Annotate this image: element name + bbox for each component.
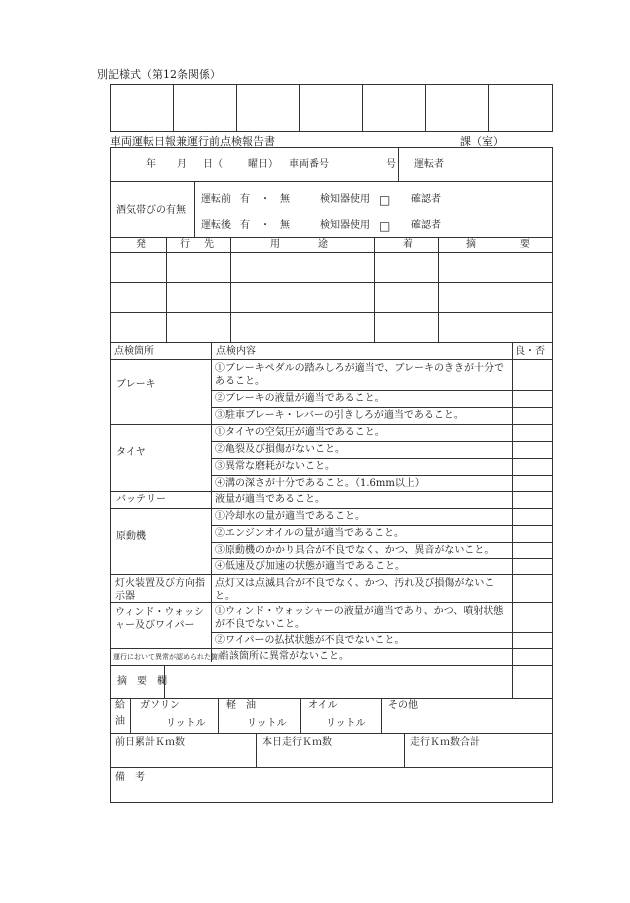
remarks-label: 備 考 <box>115 772 145 783</box>
row-line <box>110 424 553 425</box>
form-label: 別記様式（第12条関係） <box>97 68 221 81</box>
number-suffix: 号 <box>386 159 396 170</box>
trip-header-summary-2: 要 <box>520 239 530 250</box>
tire-label: タイヤ <box>116 447 146 458</box>
distance-divider <box>256 733 257 767</box>
other-fuel-label: その他 <box>388 700 418 711</box>
after-detector-checkbox[interactable]: □ <box>379 219 391 233</box>
trip-divider <box>438 237 439 342</box>
before-detector-label: 検知器使用 <box>320 194 370 205</box>
item-line <box>211 525 553 526</box>
battery-label: バッテリー <box>116 494 166 505</box>
row-line <box>110 733 553 734</box>
trip-header-purpose-2: 途 <box>318 239 328 250</box>
row-line <box>110 359 553 360</box>
trip-header-destination-1: 行 <box>180 239 190 250</box>
result-divider <box>512 342 513 698</box>
day-label: 日（ <box>203 159 223 170</box>
abnormal-label: 運行において異常が認められた箇所 <box>113 653 225 661</box>
washer-item-2: ②ワイパーの払拭状態が不良でないこと。 <box>215 635 405 646</box>
oil-label: オイル <box>308 700 338 711</box>
summary-divider <box>164 665 165 698</box>
year-label: 年 <box>146 159 156 170</box>
row-line <box>110 648 553 649</box>
item-line <box>211 542 553 543</box>
col-inspection-place: 点検箇所 <box>114 346 154 357</box>
after-detector-label: 検知器使用 <box>320 220 370 231</box>
engine-item-4: ④低速及び加速の状態が適当であること。 <box>215 561 405 572</box>
row-line <box>110 342 553 343</box>
item-line <box>211 475 553 476</box>
stamp-divider <box>425 84 426 132</box>
gasoline-unit: リットル <box>166 718 206 729</box>
trip-header-departure: 発 <box>136 239 146 250</box>
col-inspection-content: 点検内容 <box>216 346 256 357</box>
stamp-divider <box>236 84 237 132</box>
trip-header-summary-1: 摘 <box>466 239 476 250</box>
fuel-label-2: 油 <box>115 716 125 727</box>
trip-divider <box>166 237 167 342</box>
fuel-divider <box>218 698 219 733</box>
engine-item-1: ①冷却水の量が適当であること。 <box>215 511 365 522</box>
row-line <box>110 491 553 492</box>
lights-item: 点灯又は点滅具合が不良でなく、かつ、汚れ及び損傷がないこと。 <box>215 578 495 602</box>
lights-label: 灯火装置及び方向指示器 <box>115 578 205 602</box>
trip-header-arrival: 着 <box>403 239 413 250</box>
after-confirmer-label: 確認者 <box>411 220 441 231</box>
today-km-label: 本日走行Ｋｍ数 <box>262 737 332 748</box>
row-divider <box>194 181 195 237</box>
stamp-divider <box>488 84 489 132</box>
diesel-label: 軽 油 <box>226 700 256 711</box>
after-yes-no: 有 ・ 無 <box>240 220 290 231</box>
tire-item-3: ③異常な磨耗がないこと。 <box>215 461 335 472</box>
after-driving-label: 運転後 <box>201 220 231 231</box>
brake-label: ブレーキ <box>116 379 156 390</box>
before-confirmer-label: 確認者 <box>411 194 441 205</box>
before-yes-no: 有 ・ 無 <box>240 194 290 205</box>
row-line <box>110 252 553 253</box>
vehicle-number-label: 車両番号 <box>289 159 329 170</box>
abnormal-item: 当該箇所に異常がないこと。 <box>219 651 349 662</box>
row-line <box>110 665 553 666</box>
tire-item-1: ①タイヤの空気圧が適当であること。 <box>215 427 385 438</box>
driver-label: 運転者 <box>414 159 444 170</box>
brake-item-3: ③駐車ブレーキ・レバーの引きしろが適当であること。 <box>215 410 464 421</box>
row-line <box>110 508 553 509</box>
fuel-divider <box>300 698 301 733</box>
summary-label: 摘 要 欄 <box>117 676 167 687</box>
row-line <box>110 767 553 768</box>
stamp-divider <box>299 84 300 132</box>
document-title: 車両運転日報兼運行前点検報告書 <box>110 135 275 148</box>
engine-label: 原動機 <box>116 531 146 542</box>
previous-total-km-label: 前日累計Ｋｍ数 <box>115 737 185 748</box>
engine-item-2: ②エンジンオイルの量が適当であること。 <box>215 528 404 539</box>
stamp-divider <box>173 84 174 132</box>
weekday-label: 曜日） <box>248 159 278 170</box>
distance-divider <box>404 733 405 767</box>
washer-label: ウィンド・ウォッシャー及びワイパー <box>115 607 204 631</box>
row-line <box>110 574 553 575</box>
row-line <box>110 698 553 699</box>
engine-item-3: ③原動機のかかり具合が不良でなく、かつ、異音がないこと。 <box>215 545 495 556</box>
brake-item-2: ②ブレーキの液量が適当であること。 <box>215 393 385 404</box>
row-line <box>110 602 553 603</box>
item-line <box>211 407 553 408</box>
fuel-label-1: 給 <box>115 700 125 711</box>
section-label: 課（室） <box>460 135 504 148</box>
trip-divider <box>374 237 375 342</box>
trip-header-destination-2: 先 <box>204 239 214 250</box>
brake-item-1: ①ブレーキペダルの踏みしろが適当で、ブレーキのききが十分であること。 <box>215 363 504 387</box>
stamp-divider <box>362 84 363 132</box>
row-divider <box>398 147 399 181</box>
oil-unit: リットル <box>326 718 366 729</box>
alcohol-label: 酒気帯びの有無 <box>116 205 186 216</box>
before-driving-label: 運転前 <box>201 194 231 205</box>
trip-divider <box>230 237 231 342</box>
diesel-unit: リットル <box>247 718 287 729</box>
fuel-divider <box>130 698 131 733</box>
col-result: 良・否 <box>515 346 545 357</box>
item-line <box>211 441 553 442</box>
item-line <box>211 632 553 633</box>
tire-item-2: ②亀裂及び損傷がないこと。 <box>215 444 345 455</box>
item-line <box>211 390 553 391</box>
trip-row-line <box>110 312 553 313</box>
gasoline-label: ガソリン <box>140 700 180 711</box>
trip-header-purpose-1: 用 <box>270 239 280 250</box>
month-label: 月 <box>177 159 187 170</box>
row-line <box>110 237 553 238</box>
item-line <box>211 458 553 459</box>
row-line <box>110 181 553 182</box>
washer-item-1: ①ウィンド・ウォッシャーの液量が適当であり、かつ、噴射状態が不良でないこと。 <box>215 606 504 630</box>
item-line <box>211 558 553 559</box>
fuel-divider <box>381 698 382 733</box>
before-detector-checkbox[interactable]: □ <box>379 193 391 207</box>
tire-item-4: ④溝の深さが十分であること。（1.6mm以上） <box>215 478 425 489</box>
trip-row-line <box>110 282 553 283</box>
grand-total-km-label: 走行Ｋｍ数合計 <box>410 737 480 748</box>
stamp-grid-border <box>110 84 553 132</box>
battery-item: 液量が適当であること。 <box>215 494 325 505</box>
